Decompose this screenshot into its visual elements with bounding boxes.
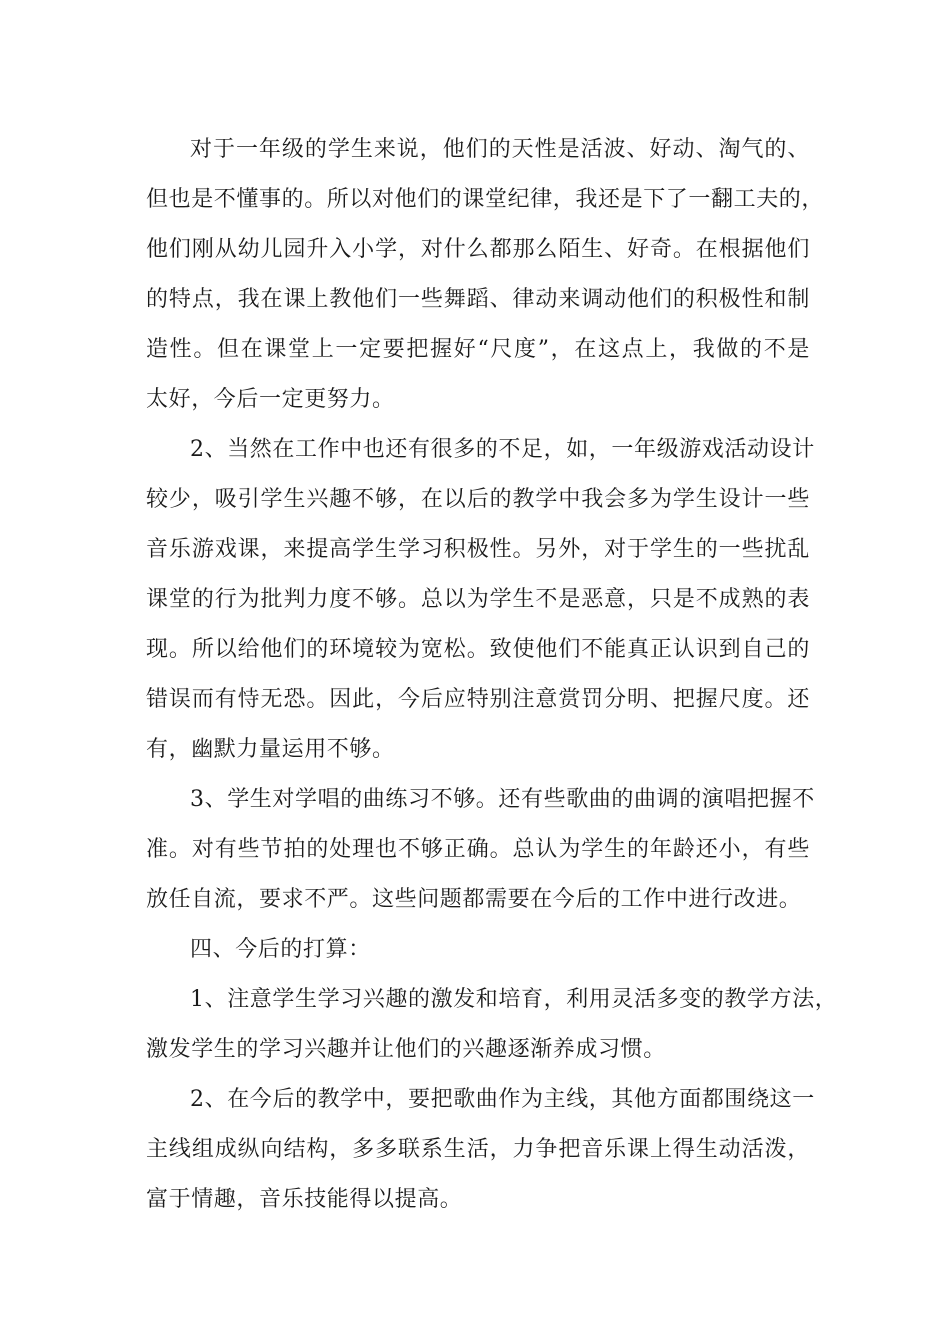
paragraph-1-line-4: 的特点，我在课上教他们一些舞蹈、律动来调动他们的积极性和制 bbox=[146, 287, 810, 312]
paragraph-3-line-2: 准。对有些节拍的处理也不够正确。总认为学生的年龄还小，有些 bbox=[146, 837, 810, 862]
paragraph-2-line-4: 课堂的行为批判力度不够。总以为学生不是恶意，只是不成熟的表 bbox=[146, 587, 810, 612]
paragraph-6-line-1: 2、在今后的教学中，要把歌曲作为主线，其他方面都围绕这一 bbox=[190, 1087, 815, 1112]
paragraph-2-line-7: 有，幽默力量运用不够。 bbox=[146, 737, 395, 762]
paragraph-1-line-5: 造性。但在课堂上一定要把握好“尺度”，在这点上，我做的不是 bbox=[146, 337, 810, 362]
paragraph-5-line-1: 1、注意学生学习兴趣的激发和培育，利用灵活多变的教学方法， bbox=[190, 987, 838, 1012]
paragraph-6-line-3: 富于情趣，音乐技能得以提高。 bbox=[146, 1187, 463, 1212]
paragraph-6-line-2: 主线组成纵向结构，多多联系生活，力争把音乐课上得生动活泼， bbox=[146, 1137, 810, 1162]
paragraph-1-line-6: 太好，今后一定更努力。 bbox=[146, 387, 395, 412]
paragraph-1-line-3: 他们刚从幼儿园升入小学，对什么都那么陌生、好奇。在根据他们 bbox=[146, 237, 810, 262]
document-body bbox=[146, 125, 838, 1225]
paragraph-1-line-1: 对于一年级的学生来说，他们的天性是活波、好动、淘气的、 bbox=[190, 137, 810, 162]
paragraph-2-line-1: 2、当然在工作中也还有很多的不足，如，一年级游戏活动设计 bbox=[190, 437, 815, 462]
paragraph-2-line-2: 较少，吸引学生兴趣不够，在以后的教学中我会多为学生设计一些 bbox=[146, 487, 810, 512]
section-heading: 四、今后的打算： bbox=[190, 937, 371, 962]
paragraph-5-line-2: 激发学生的学习兴趣并让他们的兴趣逐渐养成习惯。 bbox=[146, 1037, 666, 1062]
paragraph-3-line-3: 放任自流，要求不严。这些问题都需要在今后的工作中进行改进。 bbox=[146, 887, 802, 912]
paragraph-3-line-1: 3、学生对学唱的曲练习不够。还有些歌曲的曲调的演唱把握不 bbox=[190, 787, 815, 812]
paragraph-2-line-6: 错误而有恃无恐。因此，今后应特别注意赏罚分明、把握尺度。还 bbox=[146, 687, 810, 712]
paragraph-2-line-5: 现。所以给他们的环境较为宽松。致使他们不能真正认识到自己的 bbox=[146, 637, 810, 662]
paragraph-2-line-3: 音乐游戏课，来提高学生学习积极性。另外，对于学生的一些扰乱 bbox=[146, 537, 810, 562]
paragraph-1-line-2: 但也是不懂事的。所以对他们的课堂纪律，我还是下了一翻工夫的， bbox=[146, 187, 825, 212]
